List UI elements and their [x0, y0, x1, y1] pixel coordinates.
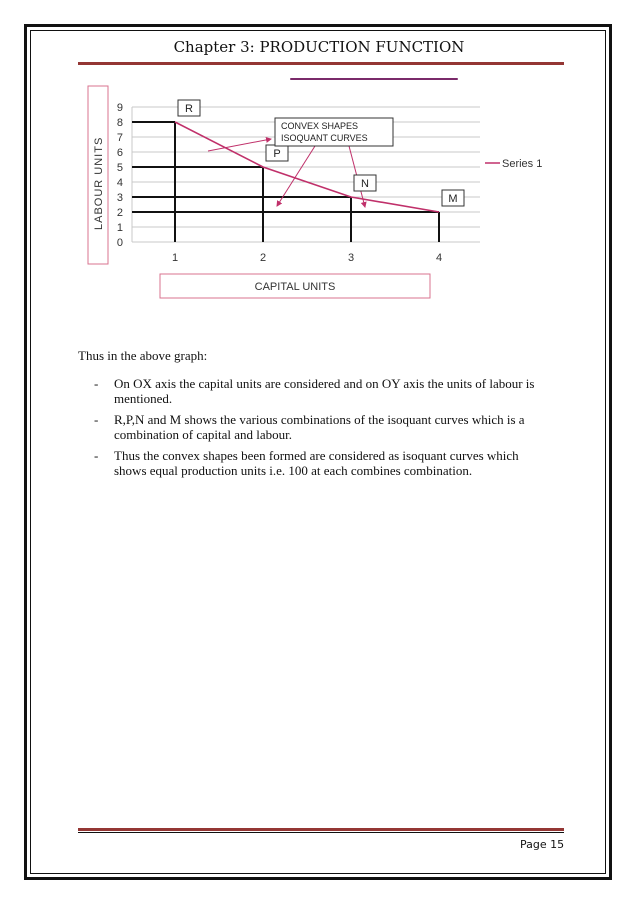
y-tick-label: 5 [116, 162, 123, 174]
list-item [94, 448, 554, 478]
x-tick-label: 4 [435, 252, 443, 264]
x-tick-label: 1 [171, 252, 179, 264]
y-tick-label: 4 [116, 177, 123, 189]
bullet-marker: - [94, 412, 99, 427]
footer-rule-thin [78, 832, 564, 833]
legend-label: Series 1 [502, 158, 543, 170]
bullet-marker: - [94, 376, 99, 391]
y-tick-label: 3 [116, 192, 123, 204]
annotation-box [275, 118, 393, 146]
y-tick-label: 6 [116, 147, 123, 159]
y-tick-label: 2 [116, 207, 123, 219]
y-tick-label: 1 [116, 222, 123, 234]
y-tick-label: 9 [116, 102, 123, 114]
intro-text: Thus in the above graph: [78, 348, 208, 363]
list-item [94, 376, 554, 406]
list-item-text: On OX axis the capital units are considered and on OY axis the units of labour is mentioned. [114, 376, 535, 406]
list-item [94, 412, 554, 442]
annotation-arrow [208, 139, 271, 151]
point-label: R [185, 103, 193, 115]
list-item-text: R,P,N and M shows the various combinations of the isoquant curves which is a combination of capital and labour. [114, 412, 525, 442]
point-label: M [448, 193, 458, 205]
point-label: P [273, 148, 281, 160]
x-tick-labels [172, 252, 442, 264]
list-item-text: Thus the convex shapes been formed are considered as isoquant curves which shows equal production units i.e. 100 at each combines combination. [114, 448, 519, 478]
y-tick-label: 0 [116, 237, 123, 249]
point-label: N [361, 178, 369, 190]
chapter-title: Chapter 3: PRODUCTION FUNCTION [173, 38, 465, 56]
footer-rule [78, 828, 564, 831]
x-axis-label: CAPITAL UNITS [254, 281, 336, 293]
x-tick-label: 2 [259, 252, 267, 264]
explanation-list [94, 376, 554, 484]
y-axis-label: LABOUR UNITS [93, 136, 105, 230]
y-tick-label: 7 [116, 132, 123, 144]
bullet-marker: - [94, 448, 99, 463]
y-axis-label-box [88, 86, 108, 264]
x-axis-label-box [160, 274, 430, 298]
page-number: Page 15 [520, 838, 565, 851]
y-tick-labels [117, 102, 123, 249]
point-labels [178, 100, 464, 206]
chart-legend [485, 158, 542, 170]
y-tick-label: 8 [116, 117, 123, 129]
x-tick-label: 3 [347, 252, 355, 264]
annotation-line-2: ISOQUANT CURVES [281, 133, 368, 143]
header-rule [78, 62, 564, 65]
annotation-line-1: CONVEX SHAPES [281, 121, 359, 131]
isoquant-chart [80, 80, 560, 320]
